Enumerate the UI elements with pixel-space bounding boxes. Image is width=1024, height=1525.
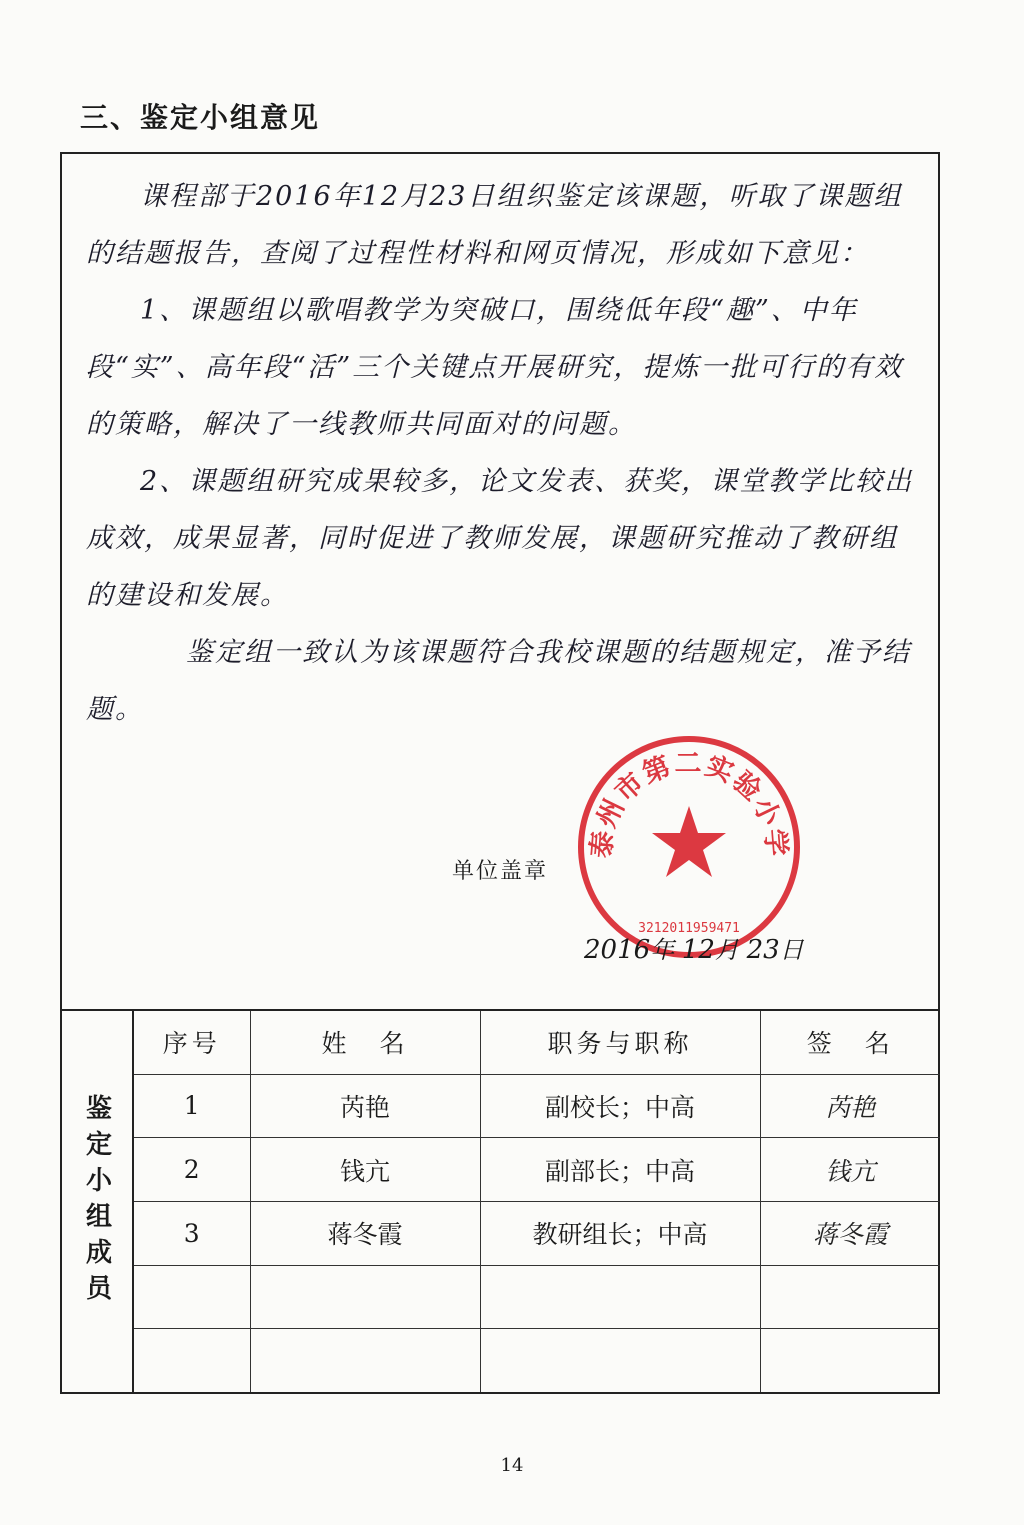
members-side-text: 鉴定小组成员 — [81, 1093, 112, 1310]
handwritten-opinion — [86, 168, 916, 738]
seal-code: 3212011959471 — [638, 921, 740, 936]
row-index: 3 — [134, 1201, 250, 1265]
row-signature: 钱亢 — [760, 1138, 940, 1202]
members-section — [62, 1011, 938, 1392]
appraisal-form — [60, 152, 940, 1394]
row-signature — [760, 1265, 940, 1329]
table-row — [134, 1201, 940, 1265]
row-name: 芮艳 — [250, 1074, 480, 1138]
row-name — [250, 1265, 480, 1329]
header-index: 序号 — [134, 1011, 250, 1074]
opinion-conclusion: 鉴定组一致认为该课题符合我校课题的结题规定，准予结题。 — [86, 637, 911, 725]
row-name: 钱亢 — [250, 1138, 480, 1202]
row-name: 蒋冬霞 — [250, 1201, 480, 1265]
header-name: 姓 名 — [250, 1011, 480, 1074]
table-row — [134, 1329, 940, 1392]
date-year-prefix: 201 — [584, 935, 634, 965]
row-name — [250, 1329, 480, 1392]
date-year-char: 年 — [650, 936, 675, 964]
date-month-char: 月 — [714, 936, 739, 964]
row-index — [134, 1265, 250, 1329]
header-signature: 签 名 — [760, 1011, 940, 1074]
row-title — [480, 1265, 760, 1329]
row-index — [134, 1329, 250, 1392]
row-title — [480, 1329, 760, 1392]
table-row — [134, 1265, 940, 1329]
official-seal — [574, 732, 804, 962]
date-day: 23 — [746, 935, 780, 965]
date-day-char: 日 — [779, 936, 804, 964]
seal-ring-text: 泰州市第二实验小学 — [586, 748, 792, 860]
table-header-row — [134, 1011, 940, 1074]
table-row — [134, 1138, 940, 1202]
members-side-label — [62, 1011, 134, 1392]
seal-star-icon — [652, 806, 726, 877]
opinion-item-1: 1、课题组以歌唱教学为突破口，围绕低年段“趣”、中年段“实”、高年段“活”三个关键点开展研究，提炼一批可行的有效的策略，解决了一线教师共同面对的问题。 — [86, 295, 904, 440]
row-title: 副校长；中高 — [480, 1074, 760, 1138]
header-title: 职务与职称 — [480, 1011, 760, 1074]
date-line — [584, 930, 804, 965]
row-signature — [760, 1329, 940, 1392]
table-row — [134, 1074, 940, 1138]
row-index: 1 — [134, 1074, 250, 1138]
row-index: 2 — [134, 1138, 250, 1202]
row-signature: 芮艳 — [760, 1074, 940, 1138]
row-signature: 蒋冬霞 — [760, 1201, 940, 1265]
row-title: 教研组长；中高 — [480, 1201, 760, 1265]
members-table — [134, 1011, 940, 1392]
opinion-intro: 课程部于2016年12月23日组织鉴定该课题，听取了课题组的结题报告，查阅了过程性材料和网页情况，形成如下意见： — [86, 181, 903, 269]
opinion-item-2: 2、课题组研究成果较多，论文发表、获奖，课堂教学比较出成效，成果显著，同时促进了教师发展，课题研究推动了教研组的建设和发展。 — [86, 466, 914, 611]
date-year-suffix: 6 — [633, 935, 651, 965]
section-title: 三、鉴定小组意见 — [80, 101, 321, 134]
seal-label: 单位盖章 — [452, 859, 549, 884]
page-number: 14 — [500, 1455, 524, 1476]
row-title: 副部长；中高 — [480, 1138, 760, 1202]
date-month: 12 — [681, 935, 715, 965]
opinion-box — [62, 154, 938, 1011]
